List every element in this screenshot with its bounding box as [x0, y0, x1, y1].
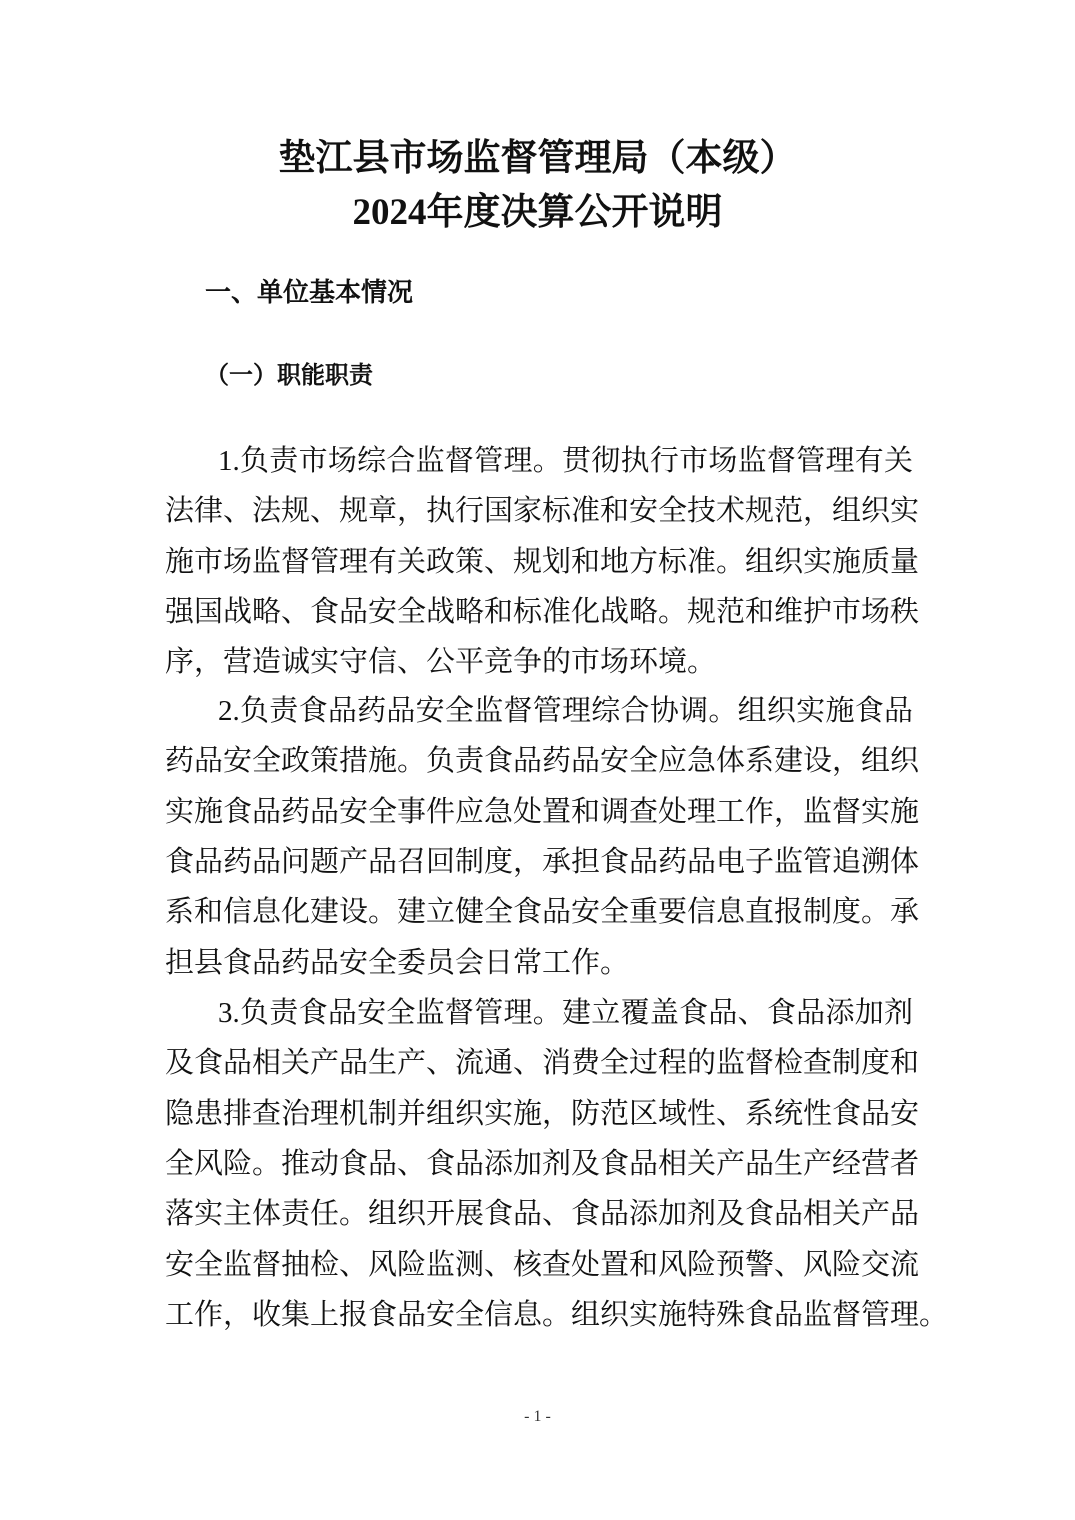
paragraph-line: 工作，收集上报食品安全信息。组织实施特殊食品监督管理。 [165, 1298, 949, 1331]
paragraph-line: 药品安全政策措施。负责食品药品安全应急体系建设，组织 [165, 745, 920, 778]
paragraph-line: 序，营造诚实守信、公平竞争的市场环境。 [165, 646, 717, 679]
paragraph-line: 全风险。推动食品、食品添加剂及食品相关产品生产经营者 [165, 1147, 920, 1180]
page-number: - 1 - [524, 1408, 551, 1425]
paragraph-line: 2.负责食品药品安全监督管理综合协调。组织实施食品 [218, 695, 913, 727]
paragraph-line: 法律、法规、规章，执行国家标准和安全技术规范，组织实 [165, 495, 920, 528]
paragraph-line: 及食品相关产品生产、流通、消费全过程的监督检查制度和 [165, 1047, 920, 1080]
document-title-line-1: 垫江县市场监督管理局（本级） [278, 138, 797, 179]
paragraph-line: 3.负责食品安全监督管理。建立覆盖食品、食品添加剂 [218, 997, 913, 1029]
paragraph-line: 落实主体责任。组织开展食品、食品添加剂及食品相关产品 [165, 1198, 920, 1231]
paragraph-line: 食品药品问题产品召回制度，承担食品药品电子监管追溯体 [165, 845, 920, 878]
paragraph-line: 隐患排查治理机制并组织实施，防范区域性、系统性食品安 [165, 1097, 920, 1130]
paragraph-line: 安全监督抽检、风险监测、核查处置和风险预警、风险交流 [165, 1248, 920, 1281]
document-title-line-2: 2024年度决算公开说明 [352, 192, 723, 233]
paragraph-line: 施市场监督管理有关政策、规划和地方标准。组织实施质量 [165, 545, 920, 578]
paragraph-line: 担县食品药品安全委员会日常工作。 [165, 946, 630, 979]
paragraph-line: 1.负责市场综合监督管理。贯彻执行市场监督管理有关 [218, 445, 913, 477]
paragraph-line: 系和信息化建设。建立健全食品安全重要信息直报制度。承 [165, 896, 920, 929]
paragraph-line: 强国战略、食品安全战略和标准化战略。规范和维护市场秩 [165, 595, 920, 628]
section-heading: 一、单位基本情况 [205, 278, 414, 308]
paragraph-line: 实施食品药品安全事件应急处置和调查处理工作，监督实施 [165, 795, 920, 828]
subsection-heading: （一）职能职责 [205, 361, 373, 389]
